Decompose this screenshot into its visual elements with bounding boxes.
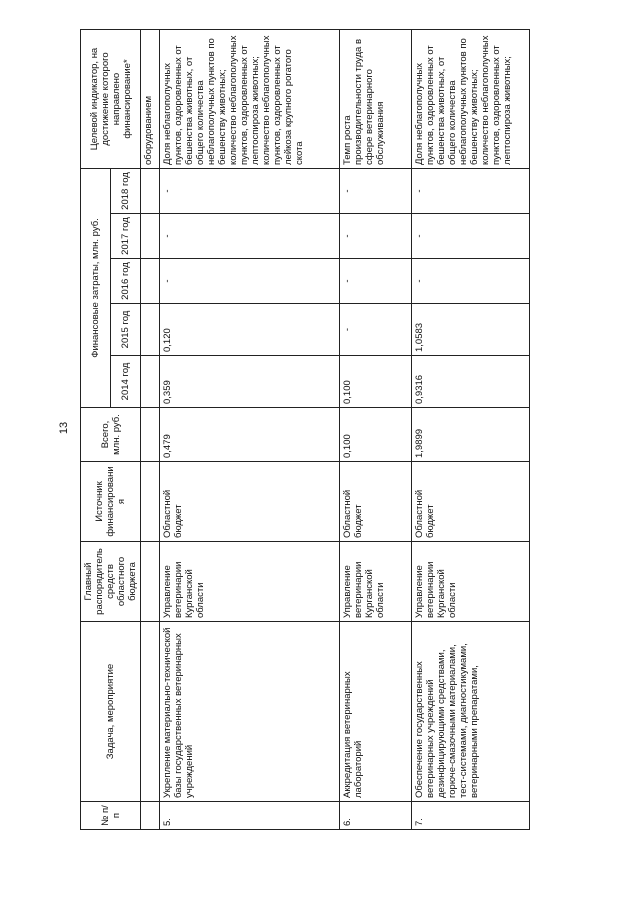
rotated-table-container bbox=[80, 30, 560, 830]
continuation-text: оборудованием bbox=[141, 30, 160, 169]
header-year: 2015 год bbox=[111, 304, 141, 356]
row-year-value: 1,0583 bbox=[412, 304, 530, 356]
table-row bbox=[160, 30, 340, 830]
header-year: 2016 год bbox=[111, 259, 141, 304]
header-year: 2014 год bbox=[111, 356, 141, 408]
row-total: 0,479 bbox=[160, 408, 340, 462]
header-num: № п/п bbox=[81, 802, 141, 830]
row-num: 7. bbox=[412, 802, 530, 830]
header-year: 2018 год bbox=[111, 169, 141, 214]
row-indicator: Темп роста производительности труда в сфере ветеринарного обслуживания bbox=[340, 30, 412, 169]
row-year-value: 0,100 bbox=[340, 356, 412, 408]
row-total: 0,100 bbox=[340, 408, 412, 462]
row-indicator: Доля неблагополучных пунктов, оздоровленных от бешенства животных, от общего количества неблагополучных пунктов по бешенству животных; количество неблагополучных пунктов, оздоровленных от лептоспироза животных; количество неблагополучных пунктов, оздоровленных от лейкоза крупного рогатого скота bbox=[160, 30, 340, 169]
row-source: Областной бюджет bbox=[160, 462, 340, 542]
row-manager: Управление ветеринарии Курганской области bbox=[412, 542, 530, 622]
header-task: Задача, мероприятие bbox=[81, 622, 141, 802]
header-manager: Главный распорядитель средств областного бюджета bbox=[81, 542, 141, 622]
row-manager: Управление ветеринарии Курганской области bbox=[160, 542, 340, 622]
table-row bbox=[340, 30, 412, 830]
row-year-value: - bbox=[160, 259, 340, 304]
row-total: 1,9899 bbox=[412, 408, 530, 462]
header-year: 2017 год bbox=[111, 214, 141, 259]
page-number: 13 bbox=[58, 421, 71, 435]
row-year-value: - bbox=[160, 169, 340, 214]
row-indicator: Доля неблагополучных пунктов, оздоровленных от бешенства животных, от общего количества неблагополучных пунктов по бешенству животных; количество неблагополучных пунктов, оздоровленных от лептоспироза животных; bbox=[412, 30, 530, 169]
row-task: Аккредитация ветеринарных лабораторий bbox=[340, 622, 412, 802]
row-manager: Управление ветеринарии Курганской области bbox=[340, 542, 412, 622]
row-source: Областной бюджет bbox=[412, 462, 530, 542]
row-year-value: - bbox=[412, 214, 530, 259]
header-source: Источник финансирования bbox=[81, 462, 141, 542]
table-row bbox=[412, 30, 530, 830]
row-year-value: - bbox=[340, 169, 412, 214]
row-source: Областной бюджет bbox=[340, 462, 412, 542]
header-total: Всего, млн. руб. bbox=[81, 408, 141, 462]
row-year-value: 0,120 bbox=[160, 304, 340, 356]
row-year-value: - bbox=[340, 304, 412, 356]
row-num: 5. bbox=[160, 802, 340, 830]
row-task: Укрепление материально-технической базы государственных ветеринарных учреждений bbox=[160, 622, 340, 802]
row-num: 6. bbox=[340, 802, 412, 830]
row-year-value: - bbox=[340, 259, 412, 304]
row-year-value: - bbox=[412, 259, 530, 304]
continuation-row bbox=[141, 30, 160, 830]
row-year-value: 0,359 bbox=[160, 356, 340, 408]
financing-table bbox=[80, 29, 530, 830]
header-costs: Финансовые затраты, млн. руб. bbox=[81, 169, 111, 408]
header-row bbox=[81, 30, 111, 830]
header-indicator: Целевой индикатор, на достижение которого направлено финансирование* bbox=[81, 30, 141, 169]
row-task: Обеспечение государственных ветеринарных учреждений дезинфицирующими средствами, горюче-смазочными материалами, тест-системами, диагностикумами, ветеринарными препаратами, bbox=[412, 622, 530, 802]
row-year-value: 0,9316 bbox=[412, 356, 530, 408]
row-year-value: - bbox=[412, 169, 530, 214]
row-year-value: - bbox=[340, 214, 412, 259]
row-year-value: - bbox=[160, 214, 340, 259]
